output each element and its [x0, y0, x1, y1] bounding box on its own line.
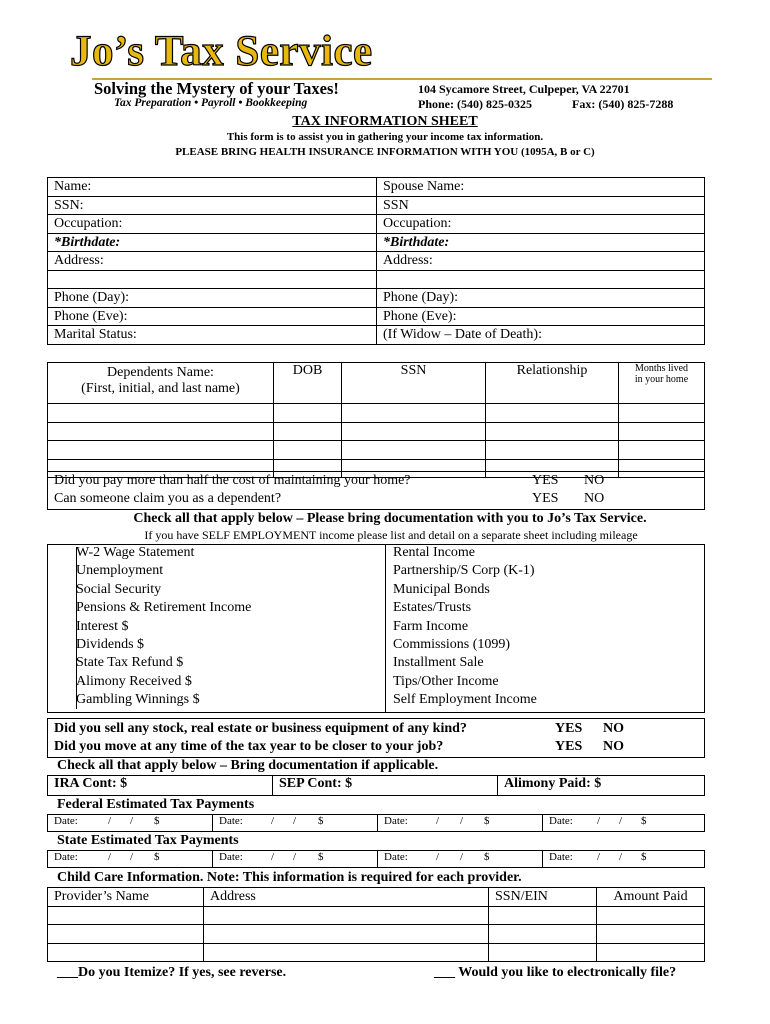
income-interest[interactable]: Interest $ [76, 618, 129, 634]
checklist-divider [385, 545, 386, 712]
spouse-ssn-field[interactable]: SSN [377, 196, 705, 215]
sell-no[interactable]: NO [603, 721, 624, 736]
income-unemployment[interactable]: Unemployment [76, 563, 164, 579]
income-rental[interactable]: Rental Income [393, 545, 476, 560]
income-tips-other[interactable]: Tips/Other Income [393, 673, 499, 689]
provider-row-3[interactable] [48, 943, 204, 962]
date-slash: / [108, 851, 112, 863]
income-social-security[interactable]: Social Security [76, 581, 162, 597]
dependents-table [47, 362, 705, 478]
dob-header: DOB [274, 363, 342, 404]
federal-payment-3[interactable] [378, 815, 543, 832]
date-label: Date: [219, 815, 243, 827]
spouse-phone-day-field[interactable]: Phone (Day): [377, 289, 705, 308]
dollar-sign: $ [318, 815, 324, 827]
spouse-occupation-field[interactable]: Occupation: [377, 215, 705, 234]
personal-info-table [47, 177, 705, 345]
provider-address[interactable] [204, 925, 489, 944]
dependent-row-3[interactable] [48, 441, 274, 460]
date-slash: / [460, 815, 464, 827]
provider-ssn[interactable] [489, 925, 597, 944]
dependent-relationship[interactable] [486, 422, 619, 441]
months-label-2: in your home [634, 374, 689, 385]
provider-address[interactable] [204, 943, 489, 962]
sell-yes[interactable]: YES [555, 721, 583, 736]
dollar-sign: $ [318, 851, 324, 863]
date-label: Date: [549, 815, 573, 827]
dependent-dob[interactable] [274, 441, 342, 460]
itemize-question[interactable]: ___Do you Itemize? If yes, see reverse. [57, 965, 287, 980]
company-fax: Fax: (540) 825-7288 [572, 97, 674, 111]
federal-estimated-table [47, 814, 705, 832]
provider-address-header: Address [204, 888, 489, 907]
income-checklist [47, 544, 705, 713]
date-label: Date: [384, 815, 408, 827]
retirement-heading: Check all that apply below – Bring documentation if applicable. [57, 758, 439, 773]
half-cost-question: Did you pay more than half the cost of maintaining your home? [54, 473, 411, 488]
ira-contribution[interactable]: IRA Cont: $ [48, 776, 273, 796]
phone-eve-field[interactable]: Phone (Eve): [48, 307, 377, 326]
state-payment-4[interactable] [543, 851, 705, 868]
spouse-birthdate-field[interactable]: *Birthdate: [377, 233, 705, 252]
self-employment-note: If you have SELF EMPLOYMENT income please list and detail on a separate sheet including mileage [144, 528, 638, 542]
address-field[interactable]: Address: [48, 252, 377, 271]
date-label: Date: [54, 815, 78, 827]
date-slash: / [293, 815, 297, 827]
federal-estimated-heading: Federal Estimated Tax Payments [57, 797, 255, 812]
dependent-months[interactable] [619, 422, 705, 441]
income-commissions[interactable]: Commissions (1099) [393, 636, 511, 652]
dependents-name-label: Dependents Name: [107, 365, 214, 380]
move-question: Did you move at any time of the tax year to be closer to your job? [54, 739, 444, 754]
federal-payment-1[interactable] [48, 815, 213, 832]
widow-date-field[interactable]: (If Widow – Date of Death): [377, 326, 705, 345]
months-header [619, 363, 705, 404]
state-payment-3[interactable] [378, 851, 543, 868]
half-cost-no[interactable]: NO [584, 473, 605, 488]
ssn-field[interactable]: SSN: [48, 196, 377, 215]
relationship-header: Relationship [486, 363, 619, 404]
federal-payment-4[interactable] [543, 815, 705, 832]
provider-row-1[interactable] [48, 906, 204, 925]
health-insurance-note: PLEASE BRING HEALTH INSURANCE INFORMATION WITH YOU (1095A, B or C) [175, 146, 595, 158]
provider-ssn[interactable] [489, 943, 597, 962]
dollar-sign: $ [154, 851, 160, 863]
dependent-months[interactable] [619, 441, 705, 460]
spouse-phone-eve-field[interactable]: Phone (Eve): [377, 307, 705, 326]
provider-ssn-header: SSN/EIN [489, 888, 597, 907]
spouse-name-field[interactable]: Spouse Name: [377, 178, 705, 197]
marital-status-field[interactable]: Marital Status: [48, 326, 377, 345]
occupation-field[interactable]: Occupation: [48, 215, 377, 234]
date-label: Date: [384, 851, 408, 863]
dependent-dob[interactable] [274, 404, 342, 423]
income-gambling[interactable]: Gambling Winnings $ [76, 692, 200, 708]
income-w2[interactable]: W-2 Wage Statement [76, 545, 195, 560]
dollar-sign: $ [484, 815, 490, 827]
provider-name-header: Provider’s Name [48, 888, 204, 907]
dependents-name-header [48, 363, 274, 404]
dependent-months[interactable] [619, 404, 705, 423]
date-slash: / [108, 815, 112, 827]
provider-ssn[interactable] [489, 906, 597, 925]
move-yes[interactable]: YES [555, 739, 583, 754]
income-estates-trusts[interactable]: Estates/Trusts [393, 600, 472, 616]
date-slash: / [271, 815, 275, 827]
date-slash: / [271, 851, 275, 863]
date-slash: / [597, 815, 601, 827]
company-address: 104 Sycamore Street, Culpeper, VA 22701 [418, 82, 630, 96]
dependent-row-1[interactable] [48, 404, 274, 423]
dependent-yes[interactable]: YES [532, 491, 559, 506]
half-cost-yes[interactable]: YES [532, 473, 559, 488]
household-questions [47, 471, 705, 510]
efile-question[interactable]: ___ Would you like to electronically file? [434, 965, 677, 980]
dependent-no[interactable]: NO [584, 491, 605, 506]
income-left-list [76, 545, 385, 711]
sell-move-questions [47, 718, 705, 758]
date-slash: / [619, 851, 623, 863]
dependent-row-2[interactable] [48, 422, 274, 441]
provider-amount[interactable] [597, 925, 705, 944]
dollar-sign: $ [641, 851, 647, 863]
retirement-table [47, 775, 705, 796]
federal-payment-2[interactable] [213, 815, 378, 832]
date-slash: / [293, 851, 297, 863]
date-slash: / [460, 851, 464, 863]
ssn-header: SSN [342, 363, 486, 404]
company-logo: Jo’s Tax Service [70, 28, 373, 75]
form-title: TAX INFORMATION SHEET [292, 114, 478, 129]
date-label: Date: [549, 851, 573, 863]
dependent-relationship[interactable] [486, 404, 619, 423]
months-label-1: Months lived [634, 363, 689, 374]
provider-amount[interactable] [597, 943, 705, 962]
income-municipal-bonds[interactable]: Municipal Bonds [393, 581, 490, 597]
income-alimony-received[interactable]: Alimony Received $ [76, 673, 192, 689]
dollar-sign: $ [154, 815, 160, 827]
income-pensions[interactable]: Pensions & Retirement Income [76, 600, 252, 616]
spouse-address-line-2[interactable] [377, 270, 705, 289]
income-self-employment[interactable]: Self Employment Income [393, 692, 537, 708]
income-partnership[interactable]: Partnership/S Corp (K-1) [393, 563, 535, 579]
date-label: Date: [54, 851, 78, 863]
tagline: Solving the Mystery of your Taxes! [94, 79, 339, 98]
child-care-table [47, 887, 705, 962]
income-installment-sale[interactable]: Installment Sale [393, 655, 484, 671]
dependents-name-hint: (First, initial, and last name) [81, 381, 240, 396]
spouse-address-field[interactable]: Address: [377, 252, 705, 271]
birthdate-field[interactable]: *Birthdate: [48, 233, 377, 252]
date-slash: / [619, 815, 623, 827]
sep-contribution[interactable]: SEP Cont: $ [273, 776, 498, 796]
income-farm[interactable]: Farm Income [393, 618, 469, 634]
sell-question: Did you sell any stock, real estate or business equipment of any kind? [54, 721, 467, 736]
form-note: This form is to assist you in gathering your income tax information. [226, 131, 544, 143]
dollar-sign: $ [641, 815, 647, 827]
dependent-dob[interactable] [274, 422, 342, 441]
dependent-ssn[interactable] [342, 422, 486, 441]
amount-paid-header: Amount Paid [597, 888, 705, 907]
date-slash: / [436, 851, 440, 863]
provider-amount[interactable] [597, 906, 705, 925]
provider-address[interactable] [204, 906, 489, 925]
income-right-list [393, 545, 693, 711]
state-estimated-table [47, 850, 705, 868]
dependent-ssn[interactable] [342, 441, 486, 460]
child-care-heading: Child Care Information. Note: This information is required for each provider. [57, 870, 522, 885]
check-all-heading: Check all that apply below – Please bring documentation with you to Jo’s Tax Service. [133, 511, 647, 526]
phone-day-field[interactable]: Phone (Day): [48, 289, 377, 308]
dependent-question: Can someone claim you as a dependent? [54, 491, 282, 506]
state-payment-2[interactable] [213, 851, 378, 868]
date-slash: / [130, 851, 134, 863]
company-phone: Phone: (540) 825-0325 [418, 97, 532, 111]
income-dividends[interactable]: Dividends $ [76, 636, 145, 652]
income-state-refund[interactable]: State Tax Refund $ [76, 655, 184, 671]
state-estimated-heading: State Estimated Tax Payments [57, 833, 239, 848]
dollar-sign: $ [484, 851, 490, 863]
dependent-ssn[interactable] [342, 404, 486, 423]
date-slash: / [130, 815, 134, 827]
date-label: Date: [219, 851, 243, 863]
name-field[interactable]: Name: [48, 178, 377, 197]
date-slash: / [597, 851, 601, 863]
alimony-paid[interactable]: Alimony Paid: $ [498, 776, 705, 796]
state-payment-1[interactable] [48, 851, 213, 868]
move-no[interactable]: NO [603, 739, 624, 754]
dependent-relationship[interactable] [486, 441, 619, 460]
services-line: Tax Preparation • Payroll • Bookkeeping [114, 97, 308, 109]
date-slash: / [436, 815, 440, 827]
provider-row-2[interactable] [48, 925, 204, 944]
address-line-2[interactable] [48, 270, 377, 289]
